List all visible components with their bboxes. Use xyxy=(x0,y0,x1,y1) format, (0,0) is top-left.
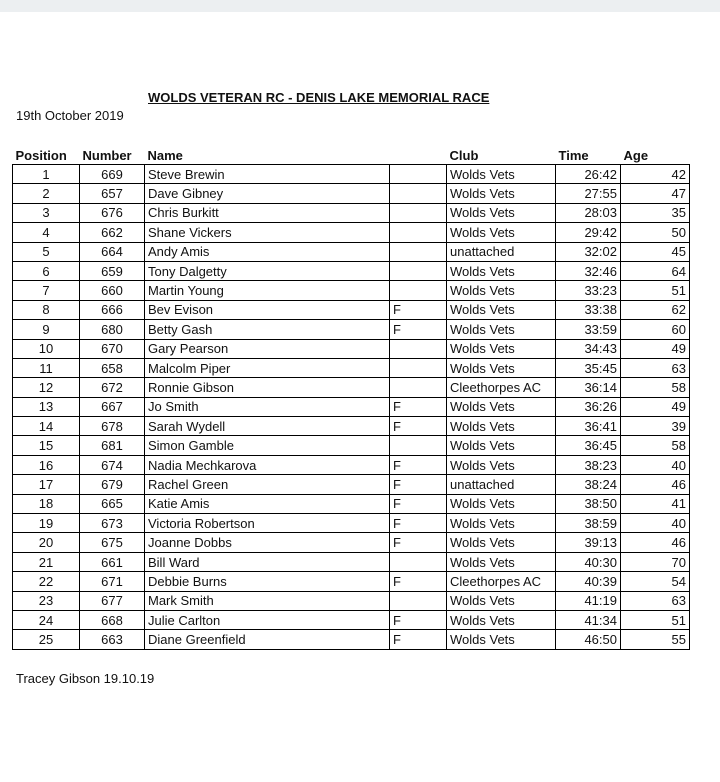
table-row xyxy=(13,184,690,203)
table-row xyxy=(13,475,690,494)
table-row xyxy=(13,455,690,474)
cell-number: 673 xyxy=(80,514,145,533)
cell-time: 29:42 xyxy=(556,223,621,242)
cell-number: 677 xyxy=(80,591,145,610)
cell-number: 658 xyxy=(80,358,145,377)
cell-time: 33:38 xyxy=(556,300,621,319)
cell-sex xyxy=(390,552,447,571)
cell-name: Victoria Robertson xyxy=(145,514,390,533)
cell-name: Gary Pearson xyxy=(145,339,390,358)
table-row xyxy=(13,494,690,513)
cell-time: 28:03 xyxy=(556,203,621,222)
cell-number: 666 xyxy=(80,300,145,319)
cell-club: Wolds Vets xyxy=(447,552,556,571)
cell-age: 54 xyxy=(621,572,690,591)
cell-position: 16 xyxy=(13,455,80,474)
cell-club: unattached xyxy=(447,242,556,261)
cell-sex xyxy=(390,223,447,242)
cell-club: Wolds Vets xyxy=(447,591,556,610)
column-header-number: Number xyxy=(82,147,132,163)
cell-sex xyxy=(390,203,447,222)
cell-sex: F xyxy=(390,630,447,649)
cell-time: 38:24 xyxy=(556,475,621,494)
cell-age: 62 xyxy=(621,300,690,319)
cell-number: 670 xyxy=(80,339,145,358)
cell-position: 13 xyxy=(13,397,80,416)
cell-club: unattached xyxy=(447,475,556,494)
cell-position: 8 xyxy=(13,300,80,319)
cell-time: 27:55 xyxy=(556,184,621,203)
results-body xyxy=(13,165,690,650)
table-row xyxy=(13,242,690,261)
cell-time: 33:59 xyxy=(556,320,621,339)
cell-name: Bev Evison xyxy=(145,300,390,319)
cell-position: 15 xyxy=(13,436,80,455)
cell-club: Wolds Vets xyxy=(447,165,556,184)
table-row xyxy=(13,572,690,591)
table-row xyxy=(13,630,690,649)
table-row xyxy=(13,417,690,436)
cell-age: 46 xyxy=(621,475,690,494)
cell-club: Cleethorpes AC xyxy=(447,572,556,591)
cell-club: Wolds Vets xyxy=(447,494,556,513)
cell-number: 675 xyxy=(80,533,145,552)
cell-sex xyxy=(390,165,447,184)
cell-sex xyxy=(390,339,447,358)
cell-time: 38:23 xyxy=(556,455,621,474)
cell-time: 41:19 xyxy=(556,591,621,610)
table-row xyxy=(13,436,690,455)
cell-position: 3 xyxy=(13,203,80,222)
cell-time: 32:02 xyxy=(556,242,621,261)
cell-name: Nadia Mechkarova xyxy=(145,455,390,474)
cell-time: 35:45 xyxy=(556,358,621,377)
cell-position: 1 xyxy=(13,165,80,184)
cell-sex: F xyxy=(390,475,447,494)
cell-club: Wolds Vets xyxy=(447,320,556,339)
cell-position: 6 xyxy=(13,261,80,280)
cell-number: 663 xyxy=(80,630,145,649)
cell-number: 680 xyxy=(80,320,145,339)
cell-club: Wolds Vets xyxy=(447,455,556,474)
cell-time: 36:26 xyxy=(556,397,621,416)
footer-signature: Tracey Gibson 19.10.19 xyxy=(16,671,155,686)
cell-name: Diane Greenfield xyxy=(145,630,390,649)
cell-sex xyxy=(390,184,447,203)
cell-time: 34:43 xyxy=(556,339,621,358)
page-title: WOLDS VETERAN RC - DENIS LAKE MEMORIAL RACE xyxy=(148,90,490,105)
cell-club: Wolds Vets xyxy=(447,610,556,629)
cell-number: 669 xyxy=(80,165,145,184)
cell-sex xyxy=(390,242,447,261)
cell-position: 18 xyxy=(13,494,80,513)
cell-age: 58 xyxy=(621,436,690,455)
cell-time: 32:46 xyxy=(556,261,621,280)
cell-club: Wolds Vets xyxy=(447,358,556,377)
results-table xyxy=(12,146,690,650)
table-row xyxy=(13,165,690,184)
table-row xyxy=(13,339,690,358)
race-date: 19th October 2019 xyxy=(16,108,124,123)
cell-position: 19 xyxy=(13,514,80,533)
cell-position: 9 xyxy=(13,320,80,339)
cell-sex xyxy=(390,378,447,397)
cell-age: 60 xyxy=(621,320,690,339)
column-header-age: Age xyxy=(623,147,649,163)
cell-position: 25 xyxy=(13,630,80,649)
table-row xyxy=(13,378,690,397)
cell-position: 2 xyxy=(13,184,80,203)
cell-age: 64 xyxy=(621,261,690,280)
cell-sex: F xyxy=(390,494,447,513)
cell-position: 14 xyxy=(13,417,80,436)
cell-sex: F xyxy=(390,417,447,436)
cell-time: 26:42 xyxy=(556,165,621,184)
cell-position: 7 xyxy=(13,281,80,300)
cell-name: Chris Burkitt xyxy=(145,203,390,222)
cell-time: 46:50 xyxy=(556,630,621,649)
cell-name: Andy Amis xyxy=(145,242,390,261)
cell-name: Steve Brewin xyxy=(145,165,390,184)
cell-club: Wolds Vets xyxy=(447,436,556,455)
cell-position: 21 xyxy=(13,552,80,571)
cell-club: Wolds Vets xyxy=(447,281,556,300)
cell-name: Julie Carlton xyxy=(145,610,390,629)
cell-position: 10 xyxy=(13,339,80,358)
cell-number: 674 xyxy=(80,455,145,474)
cell-position: 17 xyxy=(13,475,80,494)
cell-time: 39:13 xyxy=(556,533,621,552)
cell-age: 49 xyxy=(621,339,690,358)
cell-time: 36:14 xyxy=(556,378,621,397)
cell-sex: F xyxy=(390,455,447,474)
cell-age: 45 xyxy=(621,242,690,261)
cell-age: 51 xyxy=(621,281,690,300)
cell-number: 671 xyxy=(80,572,145,591)
cell-club: Wolds Vets xyxy=(447,417,556,436)
cell-sex: F xyxy=(390,397,447,416)
cell-number: 678 xyxy=(80,417,145,436)
cell-number: 660 xyxy=(80,281,145,300)
table-row xyxy=(13,281,690,300)
table-row xyxy=(13,358,690,377)
cell-sex: F xyxy=(390,320,447,339)
table-row xyxy=(13,533,690,552)
cell-sex: F xyxy=(390,533,447,552)
column-header-position: Position xyxy=(15,147,67,163)
cell-number: 667 xyxy=(80,397,145,416)
cell-time: 38:50 xyxy=(556,494,621,513)
cell-time: 38:59 xyxy=(556,514,621,533)
table-row xyxy=(13,552,690,571)
cell-age: 58 xyxy=(621,378,690,397)
cell-name: Debbie Burns xyxy=(145,572,390,591)
cell-position: 23 xyxy=(13,591,80,610)
table-row xyxy=(13,320,690,339)
cell-name: Rachel Green xyxy=(145,475,390,494)
cell-name: Dave Gibney xyxy=(145,184,390,203)
cell-time: 40:39 xyxy=(556,572,621,591)
cell-club: Wolds Vets xyxy=(447,300,556,319)
cell-sex: F xyxy=(390,610,447,629)
top-bar xyxy=(0,0,720,12)
cell-age: 41 xyxy=(621,494,690,513)
cell-name: Sarah Wydell xyxy=(145,417,390,436)
cell-time: 41:34 xyxy=(556,610,621,629)
cell-sex xyxy=(390,436,447,455)
cell-name: Martin Young xyxy=(145,281,390,300)
cell-club: Wolds Vets xyxy=(447,339,556,358)
cell-age: 63 xyxy=(621,591,690,610)
cell-club: Wolds Vets xyxy=(447,533,556,552)
cell-name: Ronnie Gibson xyxy=(145,378,390,397)
cell-age: 63 xyxy=(621,358,690,377)
cell-number: 668 xyxy=(80,610,145,629)
column-header-name: Name xyxy=(147,147,183,163)
cell-name: Shane Vickers xyxy=(145,223,390,242)
cell-age: 47 xyxy=(621,184,690,203)
cell-name: Mark Smith xyxy=(145,591,390,610)
cell-position: 4 xyxy=(13,223,80,242)
cell-position: 5 xyxy=(13,242,80,261)
table-row xyxy=(13,300,690,319)
cell-number: 676 xyxy=(80,203,145,222)
cell-sex xyxy=(390,591,447,610)
cell-number: 681 xyxy=(80,436,145,455)
cell-sex: F xyxy=(390,300,447,319)
cell-age: 49 xyxy=(621,397,690,416)
cell-sex: F xyxy=(390,572,447,591)
cell-age: 55 xyxy=(621,630,690,649)
cell-position: 20 xyxy=(13,533,80,552)
cell-age: 39 xyxy=(621,417,690,436)
cell-position: 11 xyxy=(13,358,80,377)
cell-number: 657 xyxy=(80,184,145,203)
cell-age: 35 xyxy=(621,203,690,222)
cell-club: Wolds Vets xyxy=(447,261,556,280)
cell-number: 662 xyxy=(80,223,145,242)
table-row xyxy=(13,610,690,629)
table-row xyxy=(13,591,690,610)
cell-time: 36:45 xyxy=(556,436,621,455)
cell-number: 659 xyxy=(80,261,145,280)
cell-name: Jo Smith xyxy=(145,397,390,416)
table-row xyxy=(13,261,690,280)
cell-position: 22 xyxy=(13,572,80,591)
cell-age: 40 xyxy=(621,455,690,474)
cell-number: 664 xyxy=(80,242,145,261)
cell-sex xyxy=(390,281,447,300)
cell-number: 679 xyxy=(80,475,145,494)
cell-age: 50 xyxy=(621,223,690,242)
cell-club: Wolds Vets xyxy=(447,223,556,242)
cell-time: 36:41 xyxy=(556,417,621,436)
cell-name: Tony Dalgetty xyxy=(145,261,390,280)
cell-age: 51 xyxy=(621,610,690,629)
cell-club: Wolds Vets xyxy=(447,397,556,416)
cell-sex xyxy=(390,358,447,377)
cell-name: Joanne Dobbs xyxy=(145,533,390,552)
column-header-time: Time xyxy=(558,147,589,163)
cell-age: 46 xyxy=(621,533,690,552)
table-row xyxy=(13,223,690,242)
table-row xyxy=(13,514,690,533)
cell-position: 24 xyxy=(13,610,80,629)
column-header-club: Club xyxy=(449,147,479,163)
cell-club: Wolds Vets xyxy=(447,184,556,203)
cell-sex: F xyxy=(390,514,447,533)
cell-name: Malcolm Piper xyxy=(145,358,390,377)
cell-age: 40 xyxy=(621,514,690,533)
cell-club: Cleethorpes AC xyxy=(447,378,556,397)
table-row xyxy=(13,203,690,222)
cell-number: 665 xyxy=(80,494,145,513)
cell-position: 12 xyxy=(13,378,80,397)
table-row xyxy=(13,397,690,416)
cell-club: Wolds Vets xyxy=(447,203,556,222)
cell-time: 33:23 xyxy=(556,281,621,300)
column-header-sex xyxy=(390,146,447,165)
cell-name: Simon Gamble xyxy=(145,436,390,455)
cell-name: Katie Amis xyxy=(145,494,390,513)
cell-name: Bill Ward xyxy=(145,552,390,571)
cell-name: Betty Gash xyxy=(145,320,390,339)
cell-number: 661 xyxy=(80,552,145,571)
table-header-row xyxy=(13,146,690,165)
cell-age: 42 xyxy=(621,165,690,184)
cell-club: Wolds Vets xyxy=(447,630,556,649)
cell-club: Wolds Vets xyxy=(447,514,556,533)
cell-number: 672 xyxy=(80,378,145,397)
cell-time: 40:30 xyxy=(556,552,621,571)
cell-age: 70 xyxy=(621,552,690,571)
cell-sex xyxy=(390,261,447,280)
